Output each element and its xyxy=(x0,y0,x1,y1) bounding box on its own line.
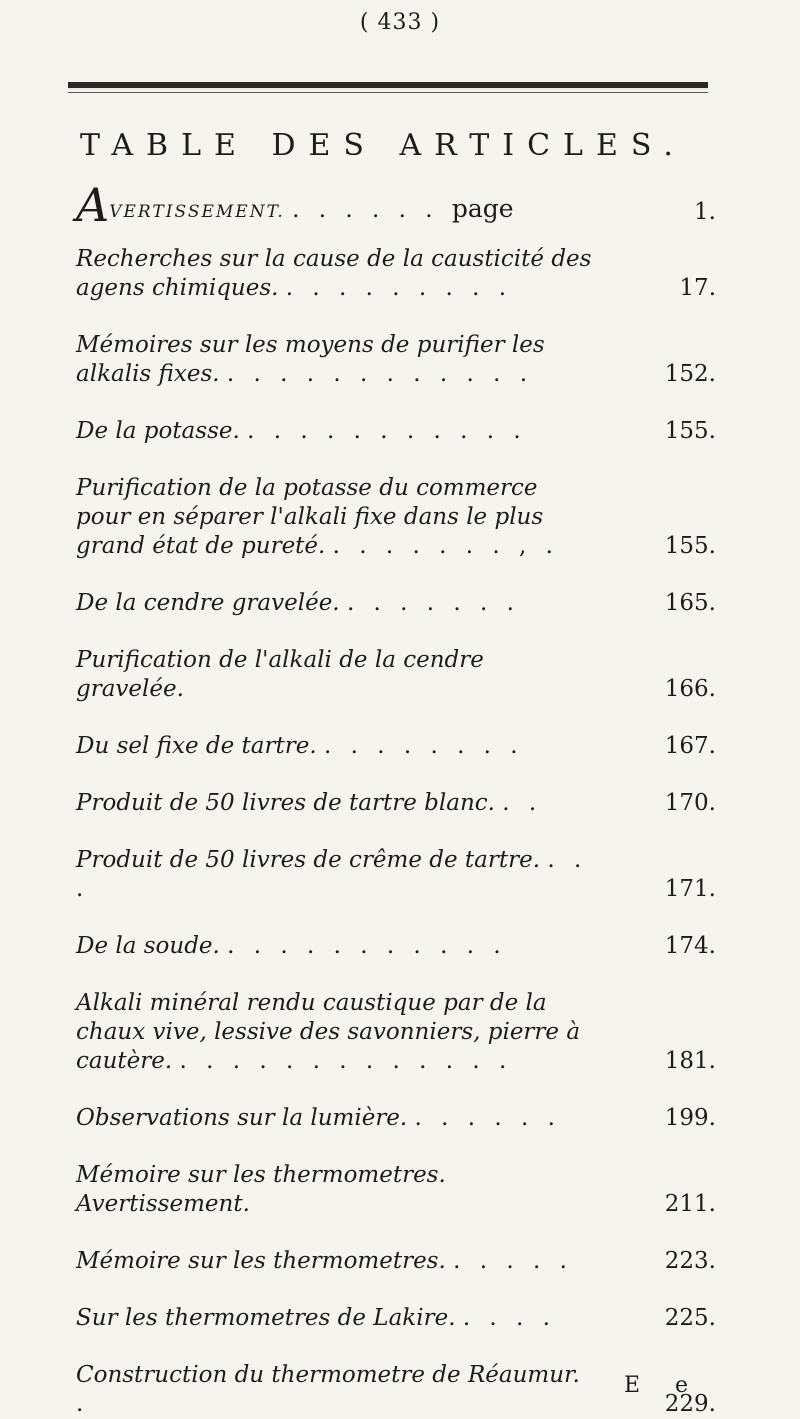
ornamental-rule xyxy=(68,82,708,90)
toc-entry-page: 174. xyxy=(664,933,716,959)
toc-entry-title: Purification de l'alkali de la cendre gravelée. xyxy=(76,647,484,702)
toc-entry-title: Sur les thermometres de Lakire. xyxy=(76,1305,456,1331)
dot-leader: . . . . . . . . . . . . . xyxy=(179,1048,513,1074)
toc-entry xyxy=(76,1304,716,1333)
page-word: page xyxy=(451,194,514,223)
dot-leader: . . . . . . . , . xyxy=(332,533,559,559)
toc-entry-title: Produit de 50 livres de tartre blanc. xyxy=(76,790,495,816)
toc-entry-page: 211. xyxy=(664,1191,716,1217)
toc-entry-title-wrap xyxy=(76,178,598,232)
toc-entry-page: 1. xyxy=(694,199,716,225)
toc-entry-title: De la soude. xyxy=(76,933,220,959)
toc-entry-page: 171. xyxy=(664,876,716,902)
toc-entry-title-wrap xyxy=(76,1247,598,1276)
toc-entry-title: Mémoires sur les moyens de purifier les alkalis fixes. xyxy=(76,332,545,387)
toc-entry-title-wrap xyxy=(76,1161,598,1219)
toc-entry-title: Mémoire sur les thermometres. Avertissement. xyxy=(76,1162,446,1217)
toc-entry-page: 167. xyxy=(664,733,716,759)
dot-leader: . . . . xyxy=(462,1305,556,1331)
toc-entry-title: Purification de la potasse du commerce pour en séparer l'alkali fixe dans le plus grand état de pureté. xyxy=(76,475,544,559)
toc-entry-title: Alkali minéral rendu caustique par de la chaux vive, lessive des savonniers, pierre à cautère. xyxy=(76,990,581,1074)
dot-leader: . . . . . . xyxy=(414,1105,561,1131)
toc-entry-title-wrap xyxy=(76,331,598,389)
toc-entry xyxy=(76,846,716,904)
dot-leader: . . . . . . . . . . . xyxy=(227,933,507,959)
toc-entry xyxy=(76,932,716,961)
toc-entry xyxy=(76,1104,716,1133)
dot-leader: . . . . . . . . . . . . xyxy=(226,361,534,387)
toc-entry xyxy=(76,331,716,389)
toc-entry-page: 155. xyxy=(664,418,716,444)
toc-entry-page: 155. xyxy=(664,533,716,559)
toc-entry-title: De la cendre gravelée. xyxy=(76,590,340,616)
toc-entry-title-wrap xyxy=(76,417,598,446)
toc-entry xyxy=(76,1247,716,1276)
toc-entry-title-wrap xyxy=(76,846,598,904)
toc-entry-page: 225. xyxy=(664,1305,716,1331)
dot-leader: . . . . . xyxy=(453,1248,573,1274)
toc-entry xyxy=(76,1361,716,1419)
toc-entry xyxy=(76,245,716,303)
toc-entry-title-wrap xyxy=(76,646,598,704)
toc-entry-title: VERTISSEMENT. xyxy=(109,202,285,222)
toc-entry-title-wrap xyxy=(76,589,598,618)
dot-leader: . xyxy=(76,1391,90,1417)
toc-entry-title: Recherches sur la cause de la causticité des agens chimiques. xyxy=(76,246,592,301)
toc-entry-title-wrap xyxy=(76,1304,598,1333)
dot-leader: . . . . . . . xyxy=(346,590,520,616)
toc-entry-title: De la potasse. xyxy=(76,418,240,444)
table-of-contents xyxy=(76,178,716,1419)
table-heading: TABLE DES ARTICLES. xyxy=(80,128,686,163)
toc-entry-title-wrap xyxy=(76,245,598,303)
drop-cap: A xyxy=(76,178,110,232)
dot-leader: . . . . . . . . . . . xyxy=(247,418,527,444)
toc-entry-title-wrap xyxy=(76,989,598,1076)
dot-leader: . . . . . . . . . xyxy=(285,275,513,301)
dot-leader: . . . . . . . . xyxy=(323,733,524,759)
toc-entry-page: 170. xyxy=(664,790,716,816)
toc-entry-title: Produit de 50 livres de crême de tartre. xyxy=(76,847,541,873)
toc-entry xyxy=(76,474,716,561)
toc-entry-title: Observations sur la lumière. xyxy=(76,1105,408,1131)
toc-entry xyxy=(76,417,716,446)
toc-entry-page: 199. xyxy=(664,1105,716,1131)
toc-entry-title-wrap xyxy=(76,932,598,961)
toc-entry-page: 181. xyxy=(664,1048,716,1074)
dot-leader: . . . . . . xyxy=(292,197,439,223)
toc-entry xyxy=(76,589,716,618)
toc-entry-page: 229. xyxy=(664,1391,716,1417)
page-number: ( 433 ) xyxy=(359,10,441,35)
toc-entry-title-wrap xyxy=(76,474,598,561)
toc-entry xyxy=(76,789,716,818)
toc-entry xyxy=(76,1161,716,1219)
toc-entry-title: Du sel fixe de tartre. xyxy=(76,733,317,759)
catchword: E e xyxy=(624,1373,703,1398)
toc-entry-page: 165. xyxy=(664,590,716,616)
thin-rule xyxy=(68,92,708,93)
toc-entry-page: 166. xyxy=(664,676,716,702)
toc-entry-avertissement xyxy=(76,178,716,232)
toc-entry-page: 223. xyxy=(664,1248,716,1274)
toc-entry-page: 152. xyxy=(664,361,716,387)
toc-entry-title-wrap xyxy=(76,1104,598,1133)
toc-entry-title-wrap xyxy=(76,732,598,761)
toc-entry-title: Construction du thermometre de Réaumur. xyxy=(76,1362,580,1388)
toc-entry-title-wrap xyxy=(76,1361,598,1419)
dot-leader: . . . xyxy=(76,847,588,902)
toc-entry xyxy=(76,646,716,704)
toc-entry xyxy=(76,732,716,761)
toc-entry-title-wrap xyxy=(76,789,598,818)
toc-entry-title: Mémoire sur les thermometres. xyxy=(76,1248,446,1274)
toc-entry xyxy=(76,989,716,1076)
dot-leader: . . xyxy=(502,790,543,816)
toc-entry-page: 17. xyxy=(679,275,716,301)
